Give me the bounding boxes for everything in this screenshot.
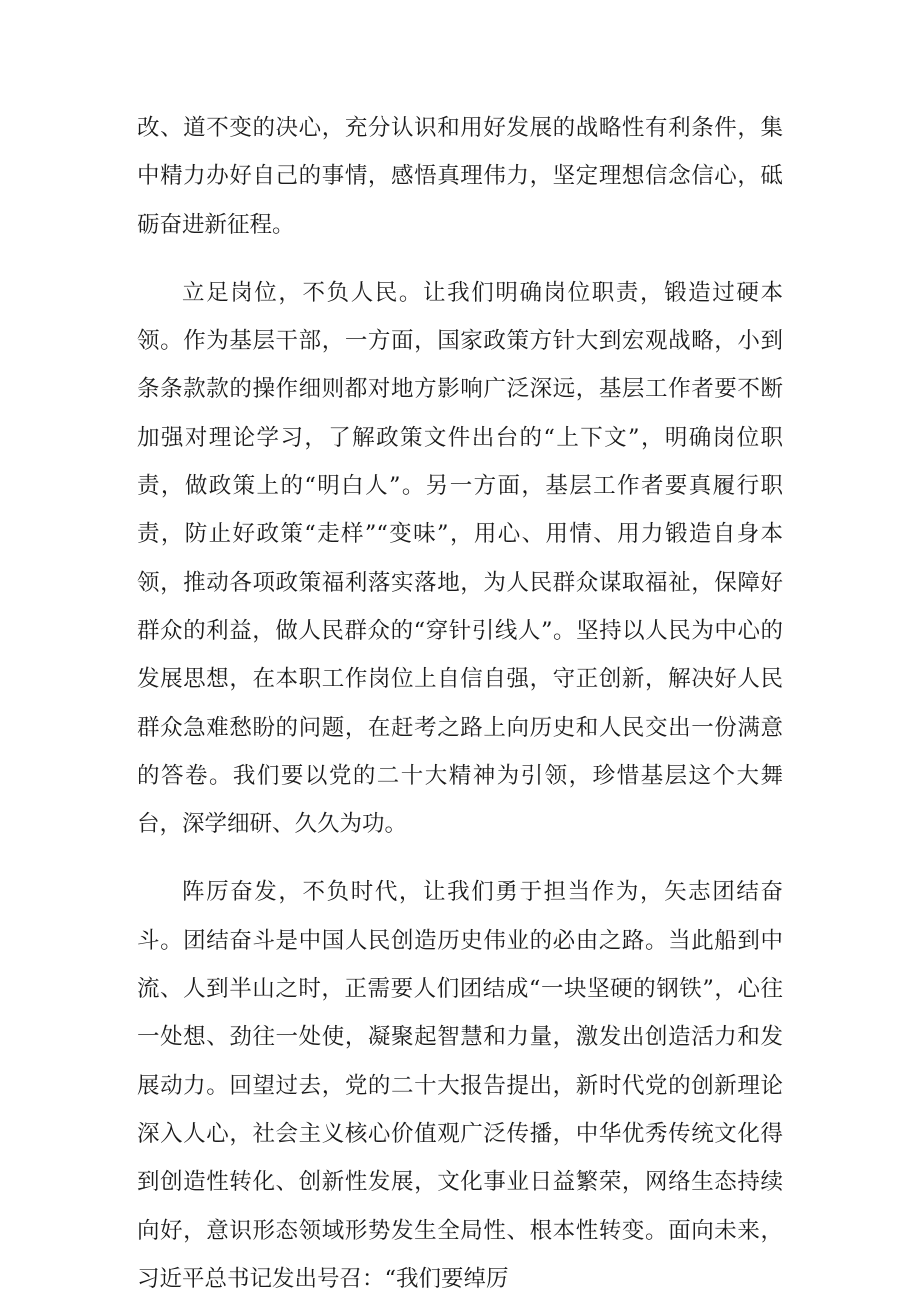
document-body — [137, 104, 783, 1303]
paragraph-3: 阵厉奋发，不负时代，让我们勇于担当作为，矢志团结奋斗。团结奋斗是中国人民创造历史伟业的必由之路。当此船到中流、人到半山之时，正需要人们团结成“一块坚硬的钢铁”，心往一处想、劲往一处使，凝聚起智慧和力量，激发出创造活力和发展动力。回望过去，党的二十大报告提出，新时代党的创新理论深入人心，社会主义核心价值观广泛传播，中华优秀传统文化得到创造性转化、创新性发展，文化事业日益繁荣，网络生态持续向好，意识形态领域形势发生全局性、根本性转变。面向未来，习近平总书记发出号召：“我们要绰厉 — [137, 879, 783, 1292]
paragraph-1: 改、道不变的决心，充分认识和用好发展的战略性有利条件，集中精力办好自己的事情，感悟真理伟力，坚定理想信念信心，砥砺奋进新征程。 — [137, 115, 783, 238]
paragraph-2: 立足岗位，不负人民。让我们明确岗位职责，锻造过硬本领。作为基层干部，一方面，国家政策方针大到宏观战略，小到条条款款的操作细则都对地方影响广泛深远，基层工作者要不断加强对理论学习，了解政策文件出台的“上下文”，明确岗位职责，做政策上的“明白人”。另一方面，基层工作者要真履行职责，防止好政策“走样”“变味”，用心、用情、用力锻造自身本领，推动各项政策福利落实落地，为人民群众谋取福祉，保障好群众的利益，做人民群众的“穿针引线人”。坚持以人民为中心的发展思想，在本职工作岗位上自信自强，守正创新，解决好人民群众急难愁盼的问题，在赶考之路上向历史和人民交出一份满意的答卷。我们要以党的二十大精神为引领，珍惜基层这个大舞台，深学细研、久久为功。 — [137, 279, 783, 838]
